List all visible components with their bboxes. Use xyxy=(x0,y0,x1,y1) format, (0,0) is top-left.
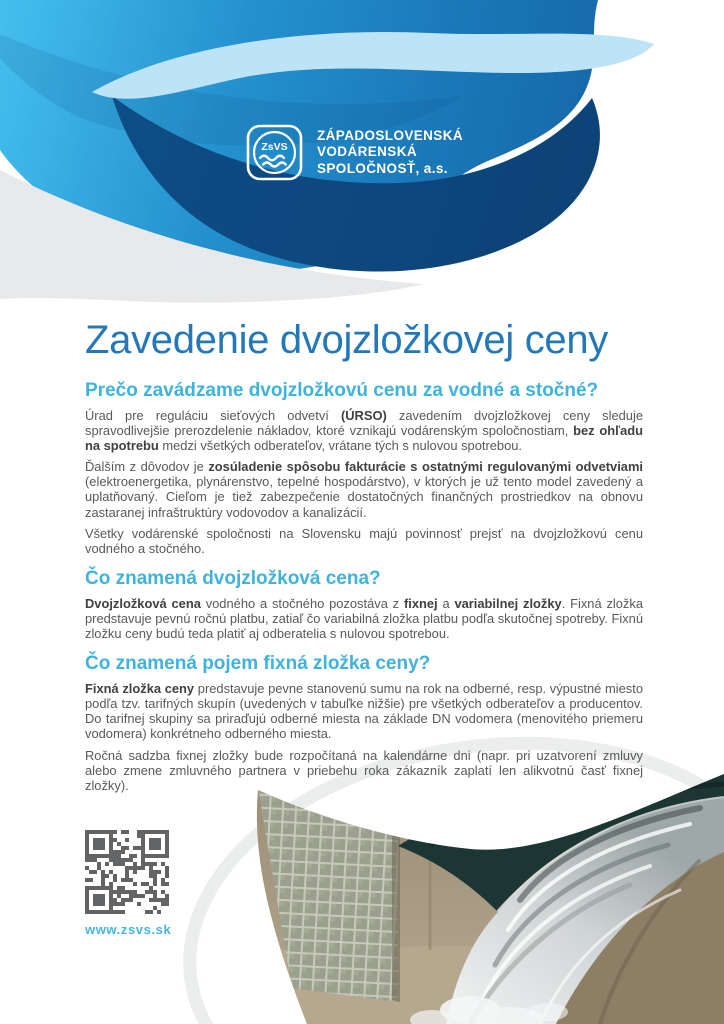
company-name-line: VODÁRENSKÁ xyxy=(317,144,418,160)
logo-abbr: ZsVS xyxy=(261,141,288,153)
logo-wave-icon xyxy=(263,163,286,167)
section-why-two-component-price xyxy=(85,380,643,556)
logo-wave-icon xyxy=(260,156,284,161)
zsvs-logo-icon xyxy=(246,124,303,181)
section-heading: Prečo zavádzame dvojzložkovú cenu za vodné a stočné? xyxy=(85,380,599,401)
section-what-is-two-component-price xyxy=(85,568,643,641)
paragraph: Dvojzložková cena vodného a stočného pozostáva z fixnej a variabilnej zložky. Fixná zložka predstavuje pevnú ročnú platbu, zatiaľ čo variabilná zložka platbu podľa skutočnej spotreby. Fixnú zložku ceny budú teda platiť aj odberatelia s nulovou spotrebou. xyxy=(85,595,643,642)
paragraph: Úrad pre reguláciu sieťových odvetví (ÚRSO) zavedením dvojzložkovej ceny sleduje spravodlivejšie prerozdelenie nákladov, ktoré vznikajú vodárenským spoločnostiam, bez ohľadu na spotrebu medzi všetkých odberateľov, vrátane tých s nulovou spotrebou. xyxy=(85,408,644,454)
website-link[interactable]: www.zsvs.sk xyxy=(85,922,172,937)
paragraph: Ročná sadzba fixnej zložky bude rozpočítaná na kalendárne dni (napr. pri uzatvorení zmluvy alebo zmene zmluvného partnera v priebehu roka zákazník zaplatí len alikvotnú časť fixnej zložky). xyxy=(85,747,643,793)
photo-water-outflow xyxy=(250,765,724,1024)
qr-code xyxy=(85,830,169,914)
company-name-line: SPOLOČNOSŤ, a.s. xyxy=(317,160,448,176)
qr-code-image xyxy=(85,830,169,914)
section-heading: Čo znamená pojem fixná zložka ceny? xyxy=(85,653,431,675)
document-body xyxy=(85,318,643,799)
company-name xyxy=(317,128,463,178)
section-what-is-fixed-component xyxy=(85,653,643,793)
company-logo xyxy=(246,124,463,181)
page-title: Zavedenie dvojzložkovej ceny xyxy=(85,318,609,362)
section-heading: Čo znamená dvojzložková cena? xyxy=(85,567,381,589)
paragraph: Všetky vodárenské spoločnosti na Slovensku majú povinnosť prejsť na dvojzložkovú cenu vodného a stočného. xyxy=(85,525,643,556)
paragraph: Fixná zložka ceny predstavuje pevne stanovenú sumu na rok na odberné, resp. výpustné miesto podľa tzv. tarifných skupín (uvedených v tabuľke nižšie) pre všetkých odberateľov a producentov. Do tarifnej skupiny sa priraďujú odberné miesta na základe DN vodomera (menovitého priemeru vodomera) konkrétneho odberného miesta. xyxy=(85,681,643,742)
company-name-line: ZÁPADOSLOVENSKÁ xyxy=(317,127,464,143)
paragraph: Ďalším z dôvodov je zosúladenie spôsobu fakturácie s ostatnými regulovanými odvetviami (elektroenergetika, plynárenstvo, tepelné hospodárstvo), v ktorých je už tento model zavedený a uplatňovaný. Cieľom je tiež zabezpečenie dostatočných finančných prostriedkov na obnovu zastaranej infraštruktúry vodovodov a kanalizácií. xyxy=(85,459,644,520)
